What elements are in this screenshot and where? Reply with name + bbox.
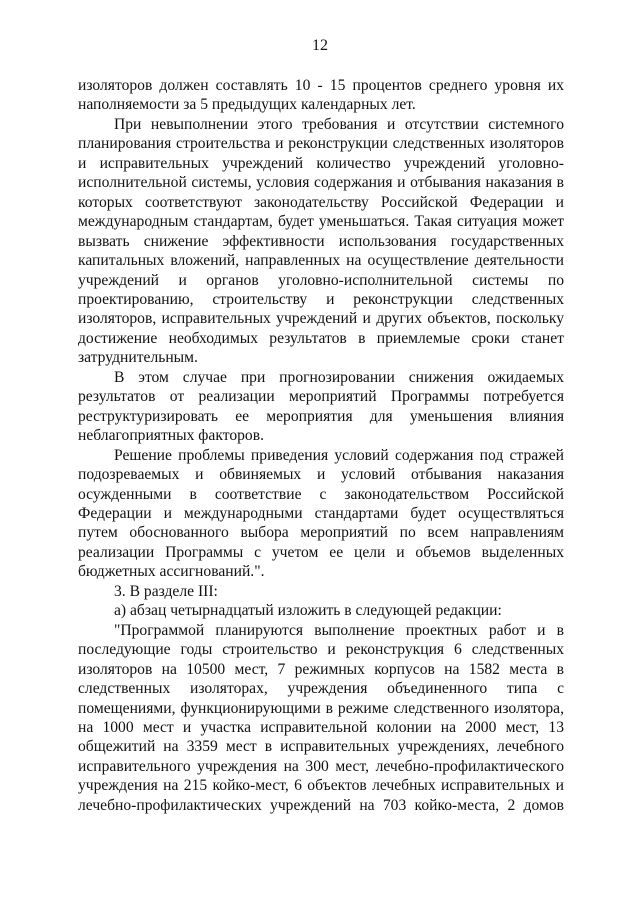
paragraph-planning-risk: При невыполнении этого требования и отсутствии системного планирования строительства и реконструкции следственных изоляторов и исправительных учреждений количество учреждений уголовно-исполнительной системы, условия содержания и отбывания наказания в которых соответствуют законодательству Российской Федерации и международным стандартам, будет уменьшаться. Такая ситуация может вызвать снижение эффективности использования государственных капитальных вложений, направленных на осуществление деятельности учреждений и органов уголовно-исполнительной системы по проектированию, строительству и реконструкции следственных изоляторов, исправительных учреждений и других объектов, поскольку достижение необходимых результатов в приемлемые сроки станет затруднительным. <box>78 115 564 367</box>
document-body <box>78 76 564 815</box>
paragraph-continuation: изоляторов должен составлять 10 - 15 процентов среднего уровня их наполняемости за 5 предыдущих календарных лет. <box>78 77 564 114</box>
paragraph-section-heading: 3. В разделе III: <box>114 582 218 600</box>
paragraph-restructuring: В этом случае при прогнозировании снижения ожидаемых результатов от реализации мероприятий Программы потребуется реструктуризировать ее мероприятия для уменьшения влияния неблагоприятных факторов. <box>78 368 564 445</box>
paragraph-program-plan: "Программой планируются выполнение проектных работ и в последующие годы строительство и реконструкция 6 следственных изоляторов на 10500 мест, 7 режимных корпусов на 1582 места в следственных изоляторах, учреждения объединенного типа с помещениями, функционирующими в режиме следственного изолятора, на 1000 мест и участка исправительной колонии на 2000 мест, 13 общежитий на 3359 мест в исправительных учреждениях, лечебного исправительного учреждения на 300 мест, лечебно-профилактического учреждения на 215 койко-мест, 6 объектов лечебных исправительных и лечебно-профилактических учреждений на 703 койко-места, 2 домов <box>78 621 564 814</box>
paragraph-solution: Решение проблемы приведения условий содержания под стражей подозреваемых и обвиняемых и условий отбывания наказания осужденными в соответствие с законодательством Российской Федерации и международными стандартами будет осуществляться путем обоснованного выбора мероприятий по всем направлениям реализации Программы с учетом ее цели и объемов выделенных бюджетных ассигнований.". <box>78 446 564 581</box>
paragraph-amendment-instruction: а) абзац четырнадцатый изложить в следующей редакции: <box>114 602 502 620</box>
page-number: 12 <box>312 37 328 54</box>
